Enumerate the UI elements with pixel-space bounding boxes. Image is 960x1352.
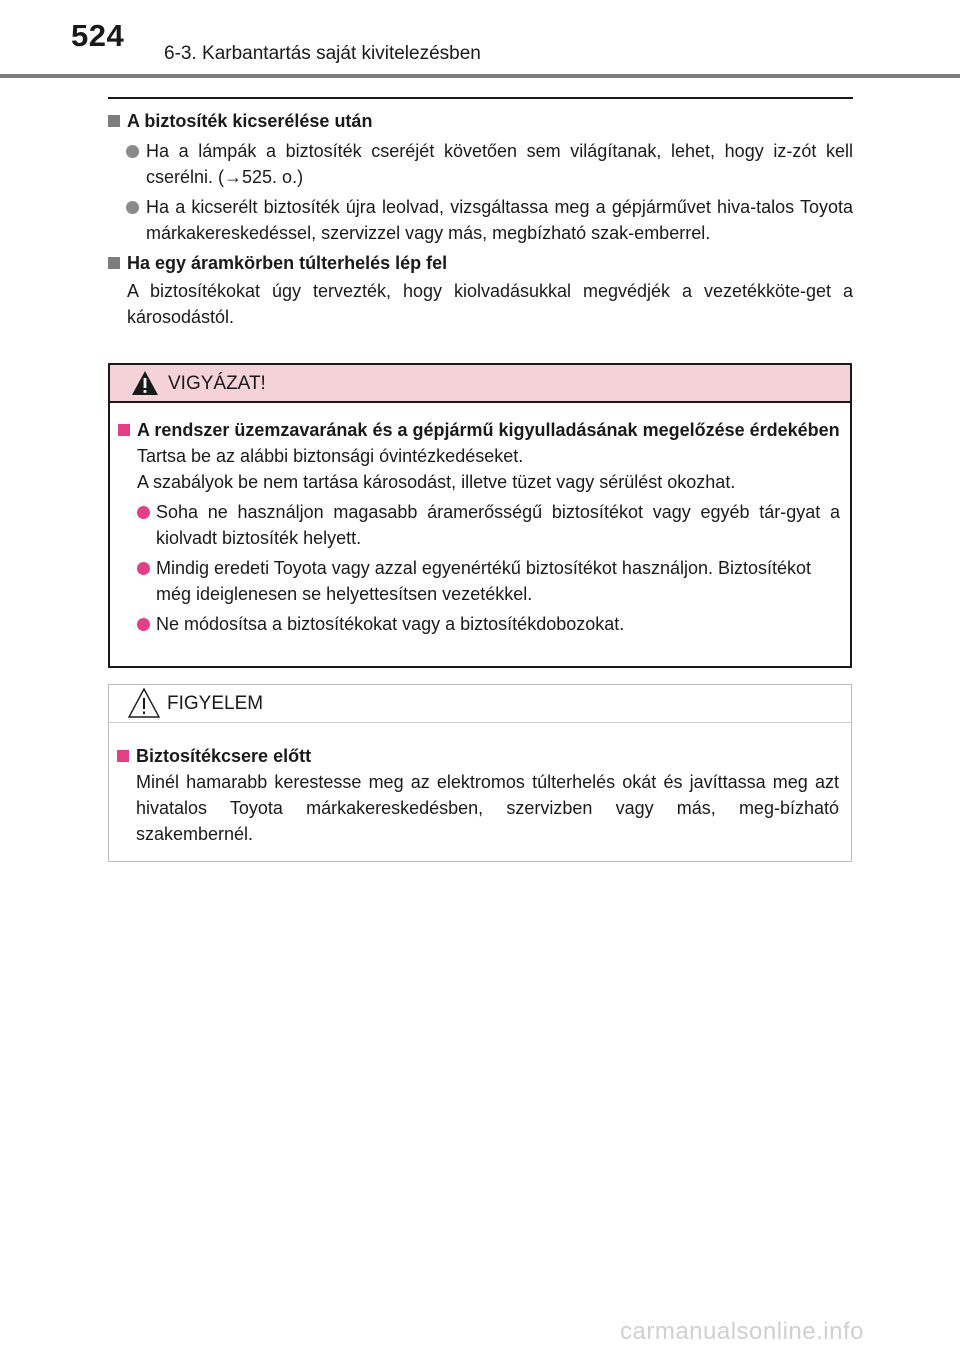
warning-triangle-icon [130,369,160,397]
notice-title: FIGYELEM [167,693,264,714]
caution-text-line-2: A szabályok be nem tartása károsodást, illetve tüzet vagy sérülést okozhat. [137,472,736,492]
header-rule [0,74,960,78]
square-bullet-icon [117,750,129,762]
watermark: carmanualsonline.info [620,1318,864,1345]
section-heading-circuit-overload: Ha egy áramkörben túlterhelés lép fel [108,250,853,276]
caution-title: VIGYÁZAT! [168,373,266,394]
circle-bullet-icon [126,145,139,158]
caution-body [110,417,850,637]
square-bullet-icon [108,257,120,269]
caution-bullet-item: Soha ne használjon magasabb áramerősségű biztosítékot vagy egyéb tár-gyat a kiolvadt biztosíték helyett. [114,499,840,551]
page-header [0,0,960,80]
page-number: 524 [71,18,125,53]
warning-triangle-outline-icon [127,687,161,719]
circle-bullet-icon [137,506,150,519]
caution-bullet-item: Mindig eredeti Toyota vagy azzal egyenértékű biztosítékot használjon. Biztosítékot még ideiglenesen se helyettesítsen vezetékkel. [114,555,840,607]
section-divider [108,97,853,99]
caution-heading: A rendszer üzemzavarának és a gépjármű kigyulladásának megelőzése érdekében [114,417,840,443]
square-bullet-icon [108,115,120,127]
circle-bullet-icon [137,618,150,631]
caution-text-line-1: Tartsa be az alábbi biztonsági óvintézkedéseket. [137,446,524,466]
notice-text: Minél hamarabb kerestesse meg az elektromos túlterhelés okát és javíttassa meg azt hivatalos Toyota márkakereskedésben, szervizben vagy más, meg-bízható szakembernél. [136,772,839,844]
section-paragraph: A biztosítékokat úgy tervezték, hogy kiolvadásukkal megvédjék a vezetékköte-get a károsodástól. [127,281,853,327]
caution-bullet-item: Ne módosítsa a biztosítékokat vagy a biztosítékdobozokat. [114,611,840,637]
caution-box [108,363,852,668]
notice-body [109,743,849,847]
circle-bullet-icon [126,201,139,214]
square-bullet-icon [118,424,130,436]
bullet-item: Ha a lámpák a biztosíték cseréjét követően sem világítanak, lehet, hogy iz-zót kell cserélni. (→525. o.) [108,138,853,190]
chapter-title: 6-3. Karbantartás saját kivitelezésben [164,43,481,64]
notice-box [108,684,852,862]
main-content [108,108,853,330]
circle-bullet-icon [137,562,150,575]
notice-heading: Biztosítékcsere előtt [113,743,839,769]
caution-title-bar [110,365,850,403]
bullet-item: Ha a kicserélt biztosíték újra leolvad, vizsgáltassa meg a gépjárművet hiva-talos Toyota márkakereskedéssel, szervizzel vagy más, megbízható szak-emberrel. [108,194,853,246]
section-heading-after-fuse-replacement: A biztosíték kicserélése után [108,108,853,134]
notice-title-bar [109,685,851,723]
